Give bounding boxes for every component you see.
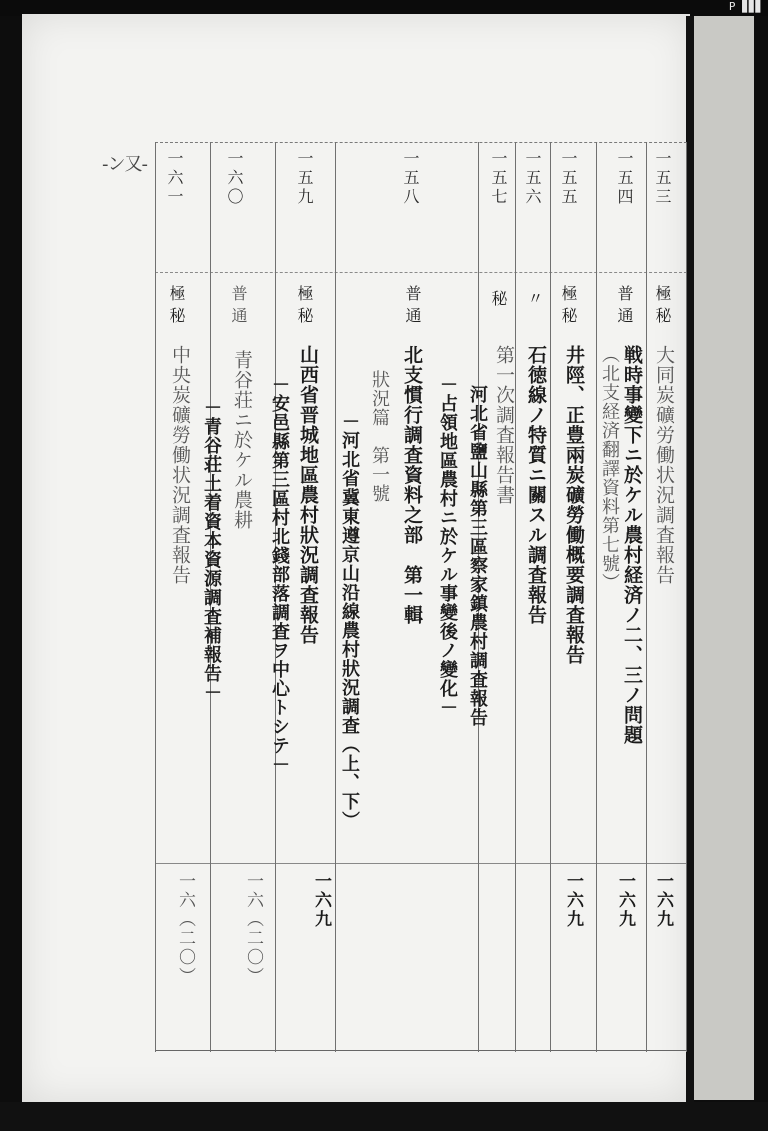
table-column-divider [550, 142, 551, 1052]
corner-mark: P ▊▊▊ [728, 0, 762, 13]
entry-number: 一五八 [401, 150, 420, 207]
entry-subtitle: 狀況篇 第一號 [369, 370, 390, 503]
table-column-divider [686, 142, 687, 1052]
table-column-divider [646, 142, 647, 1052]
classification: 極秘 [559, 285, 578, 329]
margin-handwriting: -ン又- [102, 154, 147, 175]
entry-subtitle: （北支経済翻譯資料第七號） [599, 345, 620, 592]
table-column-divider [335, 142, 336, 1052]
entry-number: 一五三 [653, 150, 672, 207]
page-number: 一六（二〇） [243, 872, 263, 986]
entry-number: 一五五 [559, 150, 578, 207]
table-column-divider [155, 142, 156, 1052]
classification: 極秘 [295, 285, 314, 329]
classification: 普通 [615, 285, 634, 329]
classification: 極秘 [167, 285, 186, 329]
entry-title: 石徳線ノ特質ニ關スル調査報告 [525, 345, 547, 625]
page-number: 一六九 [311, 872, 331, 929]
entry-number: 一五七 [489, 150, 508, 207]
page-right-edge [694, 16, 754, 1100]
classification: 〃 [525, 290, 544, 312]
entry-title: 井陘、正豊兩炭礦勞働概要調査報告 [563, 345, 585, 665]
table-bottom-rule [155, 1050, 687, 1051]
entry-number: 一六一 [165, 150, 184, 207]
entry-number: 一六〇 [225, 150, 244, 207]
entry-title: 北支慣行調査資料之部 第一輯 [401, 345, 423, 625]
page-number: 一六（二〇） [175, 872, 195, 986]
entry-subtitle-2: －占領地區農村ニ於ケル事變後ノ變化－ [437, 375, 458, 717]
entry-title: 大同炭礦労働状況調査報告 [653, 345, 675, 585]
entry-number: 一五九 [295, 150, 314, 207]
entry-subtitle-2: －河北省冀東遵京山沿線農村狀況調査（上、下） [339, 412, 360, 830]
table-column-divider [515, 142, 516, 1052]
entry-subtitle: －安邑縣第三區村北錢部落調査ヲ中心トシテ－ [269, 375, 290, 774]
table-top-rule [155, 142, 687, 143]
entry-title: 山西省晋城地區農村狀況調査報告 [297, 345, 319, 645]
page-number: 一六九 [563, 872, 583, 929]
scan-bottom-border [0, 1102, 768, 1131]
table-page-rule [155, 863, 687, 864]
entry-title: 第一次調査報告書 [493, 345, 515, 505]
entry-number: 一五四 [615, 150, 634, 207]
classification: 普通 [229, 285, 248, 329]
classification: 極秘 [653, 285, 672, 329]
entry-number: 一五六 [523, 150, 542, 207]
classification: 秘 [489, 290, 508, 312]
entry-subtitle: －青谷荘土着資本資源調査補報告－ [201, 398, 222, 702]
entry-title: 青谷荘ニ於ケル農耕 [231, 350, 253, 530]
page-number: 一六九 [653, 872, 673, 929]
classification: 普通 [403, 285, 422, 329]
page-number: 一六九 [615, 872, 635, 929]
page-spine [686, 16, 694, 1106]
table-column-divider [596, 142, 597, 1052]
entry-title: 中央炭礦勞働状況調査報告 [169, 345, 191, 585]
table-class-rule [155, 272, 687, 273]
entry-subtitle: 河北省鹽山縣第三區察家鎮農村調査報告 [467, 385, 488, 727]
entry-title: 戦時事變下ニ於ケル農村経済ノ二、三ノ問題 [621, 345, 643, 745]
